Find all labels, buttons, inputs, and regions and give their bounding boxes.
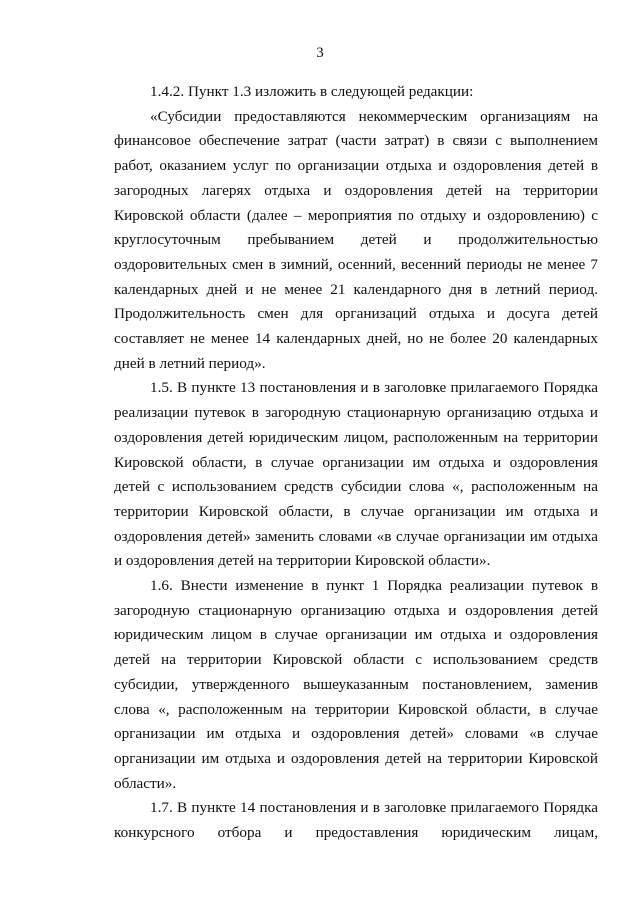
paragraph-1-5: 1.5. В пункте 13 постановления и в заголовке прилагаемого Порядка реализации путевок в загородную стационарную организацию отдыха и оздоровления детей юридическим лицом, расположенным на территории Кировской области, в случае организации им отдыха и оздоровления детей с использованием средств субсидии слова «, расположенным на территории Кировской области, в случае организации им отдыха и оздоровления детей» заменить словами «в случае организации им отдыха и оздоровления детей на территории Кировской области». bbox=[114, 379, 598, 570]
paragraph-1-7: 1.7. В пункте 14 постановления и в заголовке прилагаемого Порядка конкурсного отбора и предоставления юридическим лицам, bbox=[114, 799, 598, 842]
paragraph-subsidy-quote: «Субсидии предоставляются некоммерческим организациям на финансовое обеспечение затрат (части затрат) в связи с выполнением работ, оказанием услуг по организации отдыха и оздоровления детей в загородных лагерях отдыха и оздоровления детей на территории Кировской области (далее – мероприятия по отдыху и оздоровлению) с круглосуточным пребыванием детей и продолжительностью оздоровительных смен в зимний, осенний, весенний периоды не менее 7 календарных дней и не менее 21 календарного дня в летний период. Продолжительность смен для организаций отдыха и досуга детей составляет не менее 14 календарных дней, но не более 20 календарных дней в летний период». bbox=[114, 107, 598, 372]
document-body bbox=[114, 80, 598, 846]
page-number: 3 bbox=[316, 45, 324, 61]
paragraph-1-6: 1.6. Внести изменение в пункт 1 Порядка реализации путевок в загородную стационарную организацию отдыха и оздоровления детей юридическим лицом в случае организации им отдыха и оздоровления детей на территории Кировской области с использованием средств субсидии, утвержденного вышеуказанным постановлением, заменив слова «, расположенным на территории Кировской области, в случае организации им отдыха и оздоровления детей» словами «в случае организации им отдыха и оздоровления детей на территории Кировской области». bbox=[114, 577, 598, 792]
paragraph-1-4-2: 1.4.2. Пункт 1.3 изложить в следующей редакции: bbox=[150, 83, 474, 100]
